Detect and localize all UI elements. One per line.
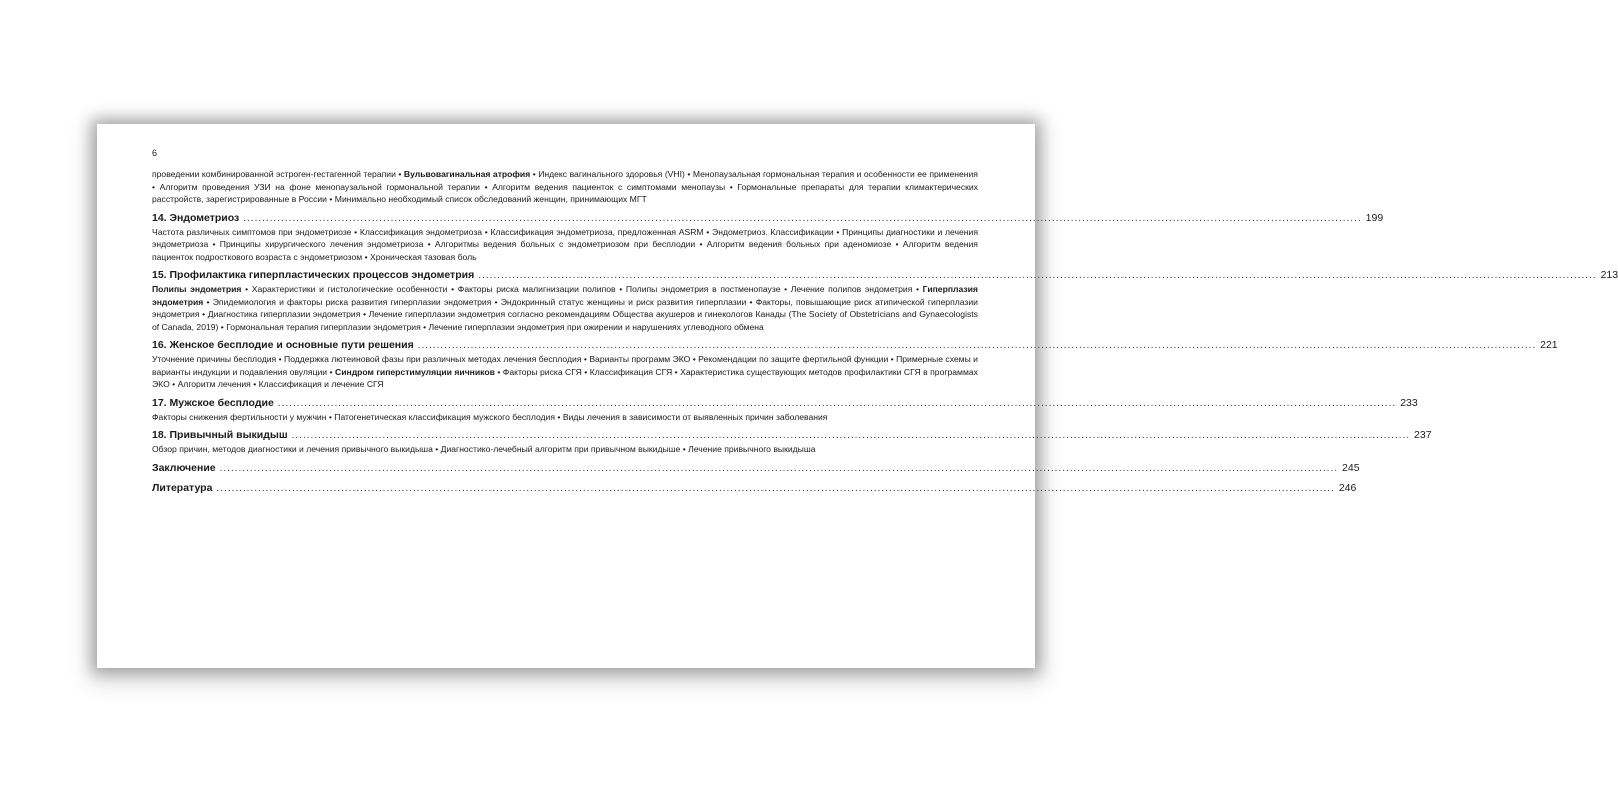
chapter-page-number: 233 — [1400, 396, 1418, 409]
topic: Гормональная терапия гиперплазии эндометрия — [226, 321, 421, 332]
chapter-topics: Полипы эндометрия • Характеристики и гистологические особенности • Факторы риска малигнизации полипов • Полипы эндометрия в постменопаузе • Лечение полипов эндометрия • Гиперплазия эндометрия • Эпидемиология и факторы риска развития гиперплазии эндометрия • Эндокринный статус женщины и риск развития гиперплазии • Факторы, повышающие риск атипической гиперплазии эндометрия • Диагностика гиперплазии эндометрия • Лечение гиперплазии эндометрия согласно рекомендациям Общества акушеров и гинекологов Канады (The Society of Obstetricians and Gynaecologists of Canada, 2019) • Гормональная терапия гиперплазии эндометрия • Лечение гиперплазии эндометрия при ожирении и нарушениях углеводного обмена — [152, 284, 978, 332]
topic: Алгоритм ведения пациенток с симптомами менопаузы — [492, 181, 726, 192]
chapter-heading[interactable] — [152, 268, 1618, 283]
topic: Факторы, повышающие риск атипической гиперплазии эндометрия — [152, 296, 978, 319]
toc-entry-chapter-15 — [152, 268, 1618, 333]
dot-leader: ........................................................................................................................................................................................................................................................................................................ — [219, 462, 1339, 474]
topic: Примерные схемы и варианты индукции и подавления овуляции — [152, 354, 978, 377]
chapter-heading[interactable] — [152, 338, 1558, 353]
intro-topics: проведении комбинированной эстроген-гестагенной терапии • Вульвовагинальная атрофия • Индекс вагинального здоровья (VHI) • Менопаузальная гормональная терапия и особенности ее применения • Алгоритм проведения УЗИ на фоне менопаузальной гормональной терапии • Алгоритм ведения пациенток с симптомами менопаузы • Гормональные препараты для терапии климактерических расстройств, зарегистрированные в России • Минимально необходимый список обследований женщин, принимающих МГТ — [152, 169, 978, 204]
book-page — [97, 124, 1618, 668]
toc-entry-chapter-16 — [152, 338, 1558, 391]
chapter-page-number: 237 — [1414, 429, 1432, 441]
chapter-topics: Обзор причин, методов диагностики и лечения привычного выкидыша • Диагностико-лечебный алгоритм при привычном выкидыше • Лечение привычного выкидыша — [152, 444, 816, 454]
chapter-page-number: 245 — [1342, 461, 1360, 474]
chapter-page-number: 199 — [1365, 211, 1384, 224]
topic: Диагностика гиперплазии эндометрия — [207, 309, 361, 319]
topic: Алгоритм ведения больных при аденомиозе — [706, 239, 892, 249]
topic: Виды лечения в зависимости от выявленных причин заболевания — [562, 411, 828, 422]
topic: Эндокринный статус женщины и риск развития гиперплазии — [500, 296, 747, 307]
chapter-title: 16. Женское бесплодие и основные пути решения — [152, 339, 414, 351]
chapter-topics: Уточнение причины бесплодия • Поддержка лютеиновой фазы при различных методах лечения бесплодия • Варианты программ ЭКО • Рекомендации по защите фертильной функции • Примерные схемы и варианты индукции и подавления овуляции • Синдром гиперстимуляции яичников • Факторы риска СГЯ • Классификация СГЯ • Характеристика существующих методов профилактики СГЯ в программах ЭКО • Алгоритм лечения • Классификация и лечение СГЯ — [152, 354, 978, 389]
dot-leader: ........................................................................................................................................................................................................................................................................................................ — [243, 212, 1362, 224]
chapter-heading[interactable] — [152, 396, 1418, 411]
topic: Лечение гиперплазии эндометрия при ожирении и нарушениях углеводного обмена — [428, 321, 764, 332]
topic: Рекомендации по защите фертильной функции — [698, 354, 889, 364]
topic: Классификация эндометриоза, предложенная ASRM — [490, 226, 704, 237]
topic: Классификация эндометриоза — [359, 226, 483, 237]
topic: Патогенетическая классификация мужского бесплодия — [334, 411, 556, 422]
toc-entry-chapter-14 — [152, 211, 1384, 264]
chapter-heading[interactable] — [152, 481, 1357, 496]
topic: Вульвовагинальная атрофия — [403, 169, 531, 179]
topic: Минимально необходимый список обследований женщин, принимающих МГТ — [334, 194, 647, 204]
toc-entry-chapter-17 — [152, 396, 1418, 424]
topic: проведении комбинированной эстроген-гестагенной терапии — [152, 169, 396, 179]
chapter-heading[interactable] — [152, 211, 1384, 226]
chapter-heading[interactable] — [152, 461, 1360, 476]
toc-entry-literature — [152, 481, 1357, 496]
topic: Частота различных симптомов при эндометриозе — [152, 226, 352, 237]
dot-leader: ........................................................................................................................................................................................................................................................................................................ — [417, 340, 1537, 351]
topic: Полипы эндометрия — [152, 284, 242, 294]
chapter-topics: Частота различных симптомов при эндометриозе • Классификация эндометриоза • Классификация эндометриоза, предложенная ASRM • Эндометриоз. Классификации • Принципы диагностики и лечения эндометриоза • Принципы хирургического лечения эндометриоза • Алгоритмы ведения больных с эндометриозом при бесплодии • Алгоритм ведения больных при аденомиозе • Алгоритм ведения пациенток подросткового возраста с эндометриозом • Хроническая тазовая боль — [152, 226, 978, 262]
dot-leader: ........................................................................................................................................................................................................................................................................................................ — [478, 270, 1597, 281]
chapter-topics: Факторы снижения фертильности у мужчин • Патогенетическая классификация мужского бесплодия • Виды лечения в зависимости от выявленных причин заболевания — [152, 411, 828, 422]
topic: Принципы хирургического лечения эндометриоза — [219, 239, 424, 249]
topic: Эндометриоз. Классификации — [712, 226, 834, 237]
topic: Факторы риска малигнизации полипов — [457, 284, 616, 294]
topic: Синдром гиперстимуляции яичников — [335, 366, 495, 377]
table-of-contents — [152, 168, 1618, 496]
toc-entry-conclusion — [152, 461, 1360, 476]
topic: Характеристика существующих методов профилактики СГЯ в программах ЭКО — [152, 366, 978, 389]
topic: Алгоритм лечения — [177, 379, 251, 389]
topic: Алгоритм проведения УЗИ на фоне менопаузальной гормональной терапии — [159, 181, 480, 192]
topic: Факторы снижения фертильности у мужчин — [152, 411, 327, 422]
chapter-title: 18. Привычный выкидыш — [152, 429, 288, 441]
toc-entry-chapter-18 — [152, 428, 1432, 456]
topic: Лечение привычного выкидыша — [688, 444, 816, 454]
chapter-title: 15. Профилактика гиперпластических процессов эндометрия — [152, 269, 475, 281]
chapter-page-number: 213 — [1600, 269, 1618, 281]
topic: Полипы эндометрия в постменопаузе — [625, 284, 781, 294]
topic: Поддержка лютеиновой фазы при различных методах лечения бесплодия — [284, 354, 582, 364]
topic: Варианты программ ЭКО — [589, 354, 691, 364]
dot-leader: ........................................................................................................................................................................................................................................................................................................ — [277, 397, 1397, 409]
topic: Принципы диагностики и лечения эндометриоза — [152, 226, 978, 249]
topic: Эпидемиология и факторы риска развития гиперплазии эндометрия — [212, 296, 492, 307]
topic: Гормональные препараты для терапии климактерических расстройств, зарегистрированные в России — [152, 181, 978, 204]
topic: Индекс вагинального здоровья (VHI) — [538, 169, 685, 179]
topic: Хроническая тазовая боль — [370, 251, 477, 262]
topic: Характеристики и гистологические особенности — [251, 284, 448, 294]
topic: Классификация и лечение СГЯ — [258, 379, 384, 389]
chapter-heading[interactable] — [152, 428, 1432, 443]
chapter-title: Заключение — [152, 461, 216, 474]
topic: Классификация СГЯ — [589, 366, 673, 377]
dot-leader: ........................................................................................................................................................................................................................................................................................................ — [291, 430, 1411, 441]
chapter-page-number: 221 — [1540, 339, 1558, 351]
topic: Алгоритмы ведения больных с эндометриозом при бесплодии — [434, 239, 696, 249]
topic: Лечение гиперплазии эндометрия согласно рекомендациям Общества акушеров и гинекологов Канады (The Society of Obstetricians and Gynaecologists of Canada, 2019) — [152, 309, 978, 332]
chapter-page-number: 246 — [1338, 481, 1357, 494]
topic: Лечение полипов эндометрия — [790, 284, 913, 294]
chapter-title: Литература — [152, 481, 213, 494]
dot-leader: ........................................................................................................................................................................................................................................................................................................ — [216, 482, 1335, 494]
topic: Гиперплазия эндометрия — [152, 284, 978, 307]
page-number: 6 — [152, 148, 158, 158]
topic: Факторы риска СГЯ — [502, 366, 582, 377]
topic: Обзор причин, методов диагностики и лечения привычного выкидыша — [152, 444, 433, 454]
topic: Уточнение причины бесплодия — [152, 354, 277, 364]
topic: Диагностико-лечебный алгоритм при привычном выкидыше — [440, 444, 681, 454]
topic: Менопаузальная гормональная терапия и особенности ее применения — [692, 169, 978, 179]
chapter-title: 17. Мужское бесплодие — [152, 396, 274, 409]
chapter-title: 14. Эндометриоз — [152, 211, 240, 224]
topic: Алгоритм ведения пациенток подросткового возраста с эндометриозом — [152, 239, 978, 262]
